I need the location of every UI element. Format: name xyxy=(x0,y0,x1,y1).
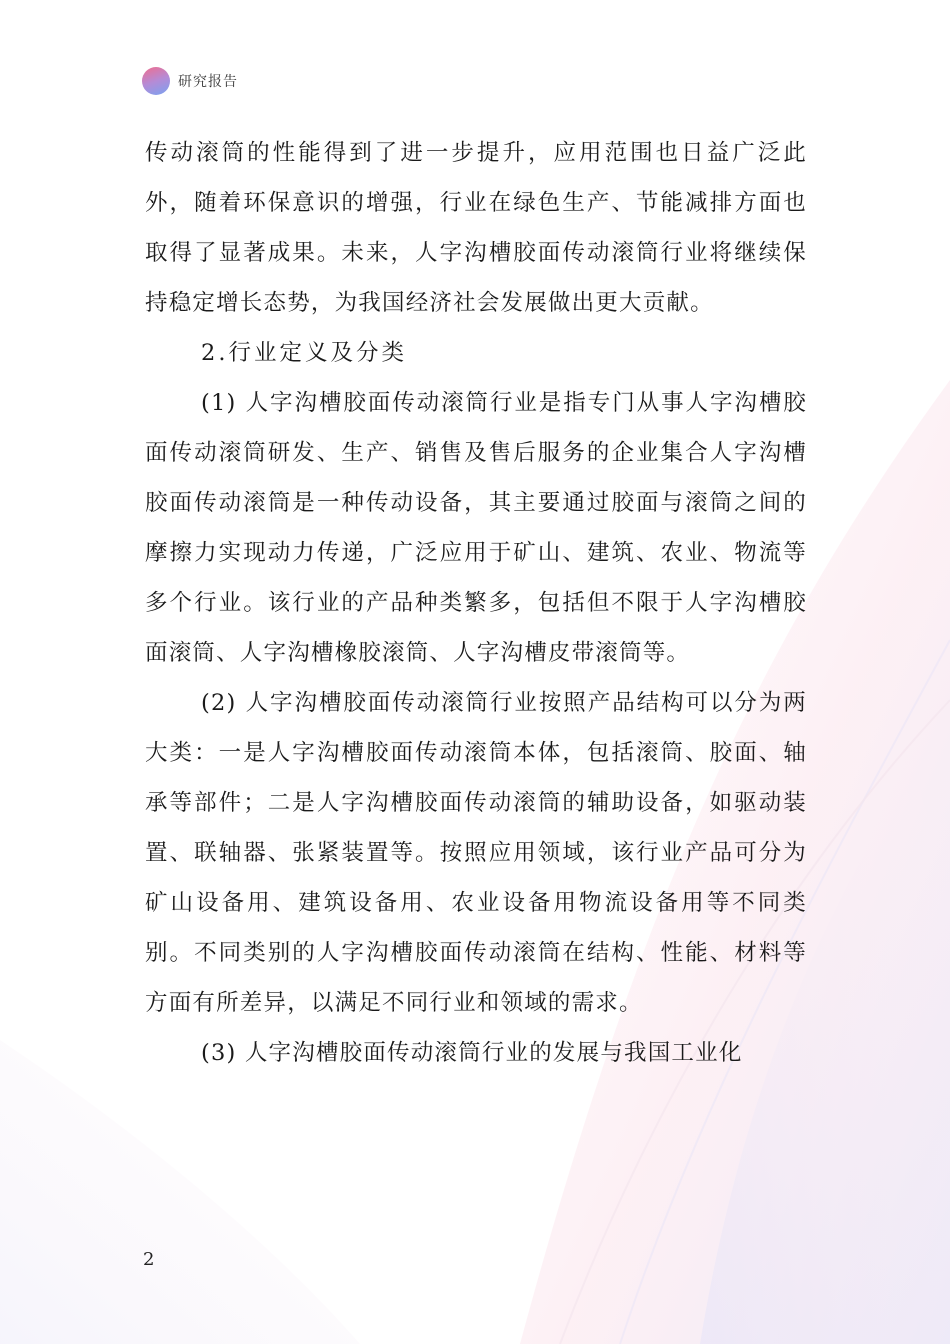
header-title: 研究报告 xyxy=(178,74,238,90)
report-logo-icon xyxy=(142,67,170,95)
document-body xyxy=(145,128,807,1078)
paragraph-intro-continuation: 传动滚筒的性能得到了进一步提升，应用范围也日益广泛此外，随着环保意识的增强，行业在绿色生产、节能减排方面也取得了显著成果。未来，人字沟槽胶面传动滚筒行业将继续保持稳定增长态势，为我国经济社会发展做出更大贡献。 xyxy=(145,140,807,316)
section-heading: 2.行业定义及分类 xyxy=(201,340,407,366)
page-number: 2 xyxy=(143,1249,155,1270)
paragraph-definition-2: (2) 人字沟槽胶面传动滚筒行业按照产品结构可以分为两大类：一是人字沟槽胶面传动滚筒本体，包括滚筒、胶面、轴承等部件；二是人字沟槽胶面传动滚筒的辅助设备，如驱动装置、联轴器、张紧装置等。按照应用领域，该行业产品可分为矿山设备用、建筑设备用、农业设备用物流设备用等不同类别。不同类别的人字沟槽胶面传动滚筒在结构、性能、材料等方面有所差异，以满足不同行业和领域的需求。 xyxy=(145,690,807,1016)
report-header xyxy=(142,66,238,96)
paragraph-definition-1: (1) 人字沟槽胶面传动滚筒行业是指专门从事人字沟槽胶面传动滚筒研发、生产、销售及售后服务的企业集合人字沟槽胶面传动滚筒是一种传动设备，其主要通过胶面与滚筒之间的摩擦力实现动力传递，广泛应用于矿山、建筑、农业、物流等多个行业。该行业的产品种类繁多，包括但不限于人字沟槽胶面滚筒、人字沟槽橡胶滚筒、人字沟槽皮带滚筒等。 xyxy=(145,390,807,666)
paragraph-definition-3: (3) 人字沟槽胶面传动滚筒行业的发展与我国工业化 xyxy=(201,1040,743,1066)
